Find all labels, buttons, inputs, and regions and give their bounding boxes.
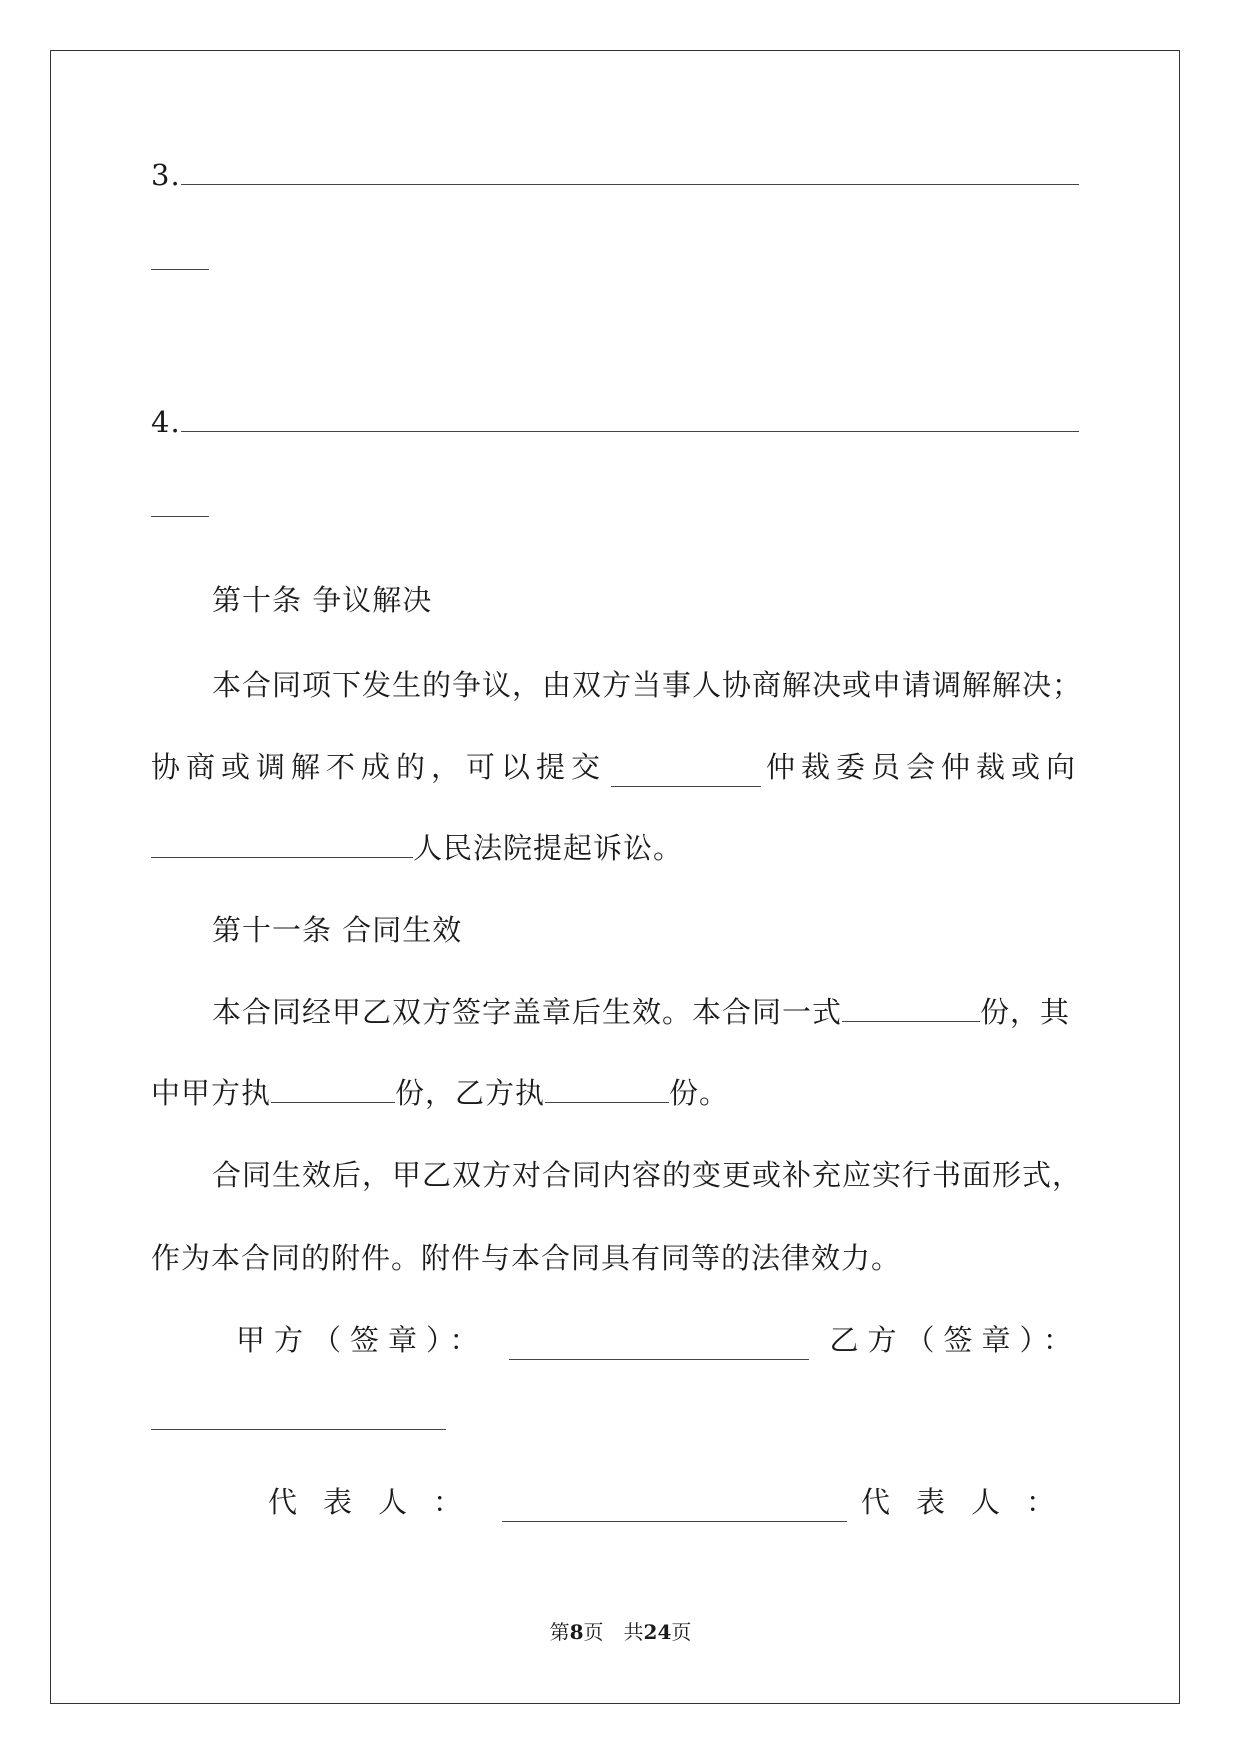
representative-line: [268, 1482, 1081, 1522]
article-11-text-a: 本合同经甲乙双方签字盖章后生效。本合同一式: [212, 995, 843, 1029]
item-4-blank: [181, 403, 1079, 432]
article-11-text-c: 中甲方执: [151, 1076, 272, 1110]
article-10-paragraph-line-2: [151, 747, 1081, 787]
rep-b-label: 代表人：: [860, 1485, 1081, 1519]
article-11-text-b: 份，其: [980, 995, 1071, 1029]
page-footer: [0, 1619, 1241, 1645]
article-10-heading: 第十条 争议解决: [212, 583, 433, 617]
article-10-text-b: 仲裁委员会仲裁或向: [765, 750, 1081, 784]
party-b-signature-blank: [151, 1401, 446, 1430]
footer-mid: 页 共: [583, 1620, 644, 1644]
article-10-paragraph-line-1: 本合同项下发生的争议，由双方当事人协商解决或申请调解解决；: [212, 668, 1083, 702]
party-signature-line: [236, 1320, 1081, 1360]
article-10-paragraph-line-3: [151, 828, 1081, 868]
page-border: [50, 50, 1180, 1704]
article-11-paragraph-2-line-2: 作为本合同的附件。附件与本合同具有同等的法律效力。: [151, 1241, 902, 1275]
item-4-line: [151, 402, 1081, 442]
item-3-label: 3.: [151, 158, 181, 192]
item-4-blank-end: [151, 488, 209, 517]
article-11-paragraph-1-line-2: [151, 1073, 1081, 1113]
court-blank: [151, 829, 413, 858]
article-11-text-e: 份。: [669, 1076, 730, 1110]
article-11-text-d: 份，乙方执: [395, 1076, 546, 1110]
rep-a-label: 代表人：: [268, 1485, 489, 1519]
item-3-continuation: [151, 240, 1081, 280]
party-b-label: 乙方（签章）：: [829, 1323, 1081, 1357]
article-11-paragraph-1-line-1: [212, 992, 1082, 1032]
footer-prefix: 第: [549, 1620, 570, 1644]
party-a-signature-blank: [509, 1331, 809, 1360]
party-a-label: 甲方（签章）：: [236, 1323, 488, 1357]
item-3-blank: [181, 156, 1079, 185]
article-10-text-a: 协商或调解不成的，可以提交: [151, 750, 607, 784]
total-page-number: 24: [643, 1620, 672, 1644]
arbitration-committee-blank: [611, 758, 761, 787]
footer-suffix: 页: [671, 1620, 692, 1644]
party-b-copies-blank: [545, 1074, 669, 1103]
item-3-line: [151, 155, 1081, 195]
current-page-number: 8: [569, 1620, 584, 1644]
article-10-text-c: 人民法院提起诉讼。: [413, 831, 684, 865]
party-b-signature-continuation: [151, 1400, 1081, 1440]
rep-a-blank: [502, 1493, 847, 1522]
item-3-blank-end: [151, 241, 209, 270]
party-a-copies-blank: [271, 1074, 395, 1103]
item-4-label: 4.: [151, 405, 181, 439]
item-4-continuation: [151, 487, 1081, 527]
article-11-heading: 第十一条 合同生效: [212, 913, 463, 947]
copies-total-blank: [842, 993, 980, 1022]
article-11-paragraph-2-line-1: 合同生效后，甲乙双方对合同内容的变更或补充应实行书面形式，: [212, 1158, 1083, 1192]
